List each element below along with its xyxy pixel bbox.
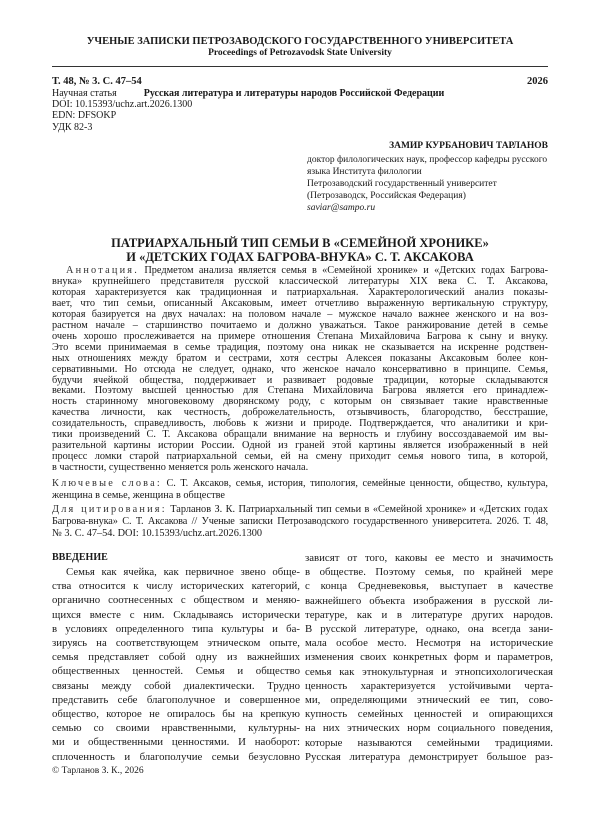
abstract-line: разительной картины истории России. Одной из граней этой картины является изображенный в ней	[52, 440, 548, 452]
affiliation-line: Петрозаводский государственный университет	[307, 179, 497, 189]
citation-line: Багрова-внука» С. Т. Аксакова // Ученые записки Петрозаводского государственного университета. 2026. Т. 48,	[52, 516, 548, 527]
intro-left-column	[52, 565, 300, 764]
article-section: Русская литература и литературы народов Российской Федерации	[143, 88, 445, 99]
body-line: важнейшего объекта изображения в русской ли-	[305, 594, 553, 607]
article-type-row	[52, 88, 444, 99]
keywords-label: Ключевые слова:	[52, 478, 162, 489]
body-line: Семья как ячейка, как первичное звено обще-	[66, 566, 300, 578]
abstract-line: в частности, существенно меняется роль женского начала.	[52, 462, 309, 474]
affiliation-line: языка Института филологии	[307, 167, 422, 177]
affiliation-line: доктор филологических наук, профессор кафедры русского	[307, 155, 548, 165]
body-line: семью со своими нравственными, культурны-	[52, 722, 300, 735]
body-line: изменения своих конкретных форм и параметров,	[305, 651, 553, 664]
doi: DOI: 10.15393/uchz.art.2026.1300	[52, 99, 193, 110]
body-line: В русской литературе, однако, она всегда зани-	[305, 623, 553, 636]
author-name: ЗАМИР КУРБАНОВИЧ ТАРЛАНОВ	[389, 141, 548, 151]
body-line: общественных ценностей. Семья и общество	[52, 665, 300, 678]
abstract-line: ность старинному многовековому дворянскому роду, с которым он связывает такие нравственные	[52, 396, 548, 408]
journal-title: УЧЕНЫЕ ЗАПИСКИ ПЕТРОЗАВОДСКОГО ГОСУДАРСТВЕННОГО УНИВЕРСИТЕТА	[86, 36, 514, 47]
abstract-line: которая базируется на двух началах: на половом начале – мужское начало важнее женского и на воз-	[52, 308, 548, 320]
article-type: Научная статья	[52, 88, 117, 99]
body-line: зируясь на соответствующем этническом опыте,	[52, 637, 300, 650]
keywords-line: женщина в семье, женщина в обществе	[52, 490, 225, 501]
intro-right-column	[305, 551, 553, 764]
section-heading: ВВЕДЕНИЕ	[52, 552, 108, 563]
body-line: ценность характеризуется устойчивыми черта-	[305, 679, 553, 692]
body-line: связаны между собой диалектически. Трудно	[52, 679, 300, 692]
volume-info: Т. 48, № 3. С. 47–54	[52, 76, 142, 87]
abstract-line: будучи ячейкой общества, поддерживает и развивает родовые традиции, которые складываются	[52, 374, 548, 386]
body-line: зависят от того, каковы ее место и значимость	[305, 552, 553, 564]
year: 2026	[527, 76, 548, 87]
abstract-line: сервативными. Но отсюда не следует, однако, что женское начало консервативно в принципе. Семья,	[52, 363, 548, 375]
abstract-line: Аннотация. Предметом анализа является семья в «Семейной хронике» и «Детских годах Багрова-	[66, 265, 548, 276]
body-line: в обществе. Поэтому семья, по крайней мере	[305, 566, 553, 579]
keywords	[52, 478, 548, 502]
body-line: семья как этнокультурная и этнопсихологическая	[305, 665, 553, 678]
body-line: общество, которое не опиралось бы на крепкую	[52, 708, 300, 721]
body-line: которые называются семейными традициями.	[305, 736, 553, 749]
body-line: сплоченность и благополучие семьи безусловно	[52, 750, 300, 763]
body-line: ми, определяющими этнический ее тип, сово-	[305, 694, 553, 707]
abstract-line: ных отношениях между братом и сестрами, хотя сестры Алексея показаны Аксаковым более кон-	[52, 352, 548, 364]
abstract-line: Это всеми принимаемая в семье традиция, поэтому она никак не сказывается на искренне родствен-	[52, 341, 548, 353]
abstract-label: Аннотация.	[66, 265, 139, 276]
article-title	[0, 236, 600, 264]
abstract-line: созидательность, справедливость, любовь к жизни и природе. Подтверждается, что аналитики и кри-	[52, 418, 548, 430]
abstract-line: внука» крупнейшего представителя русской классической литературы XIX века С. Т. Аксакова,	[52, 275, 548, 287]
body-line: тературе, как и в литературе других народов.	[305, 608, 553, 621]
abstract-line: веками. Поэтому высшей ценностью для Степана Михайловича Багрова является его принадлеж-	[52, 385, 548, 397]
abstract-line: которая характеризуется как традиционная и патриархальная. Характерологический анализ показы-	[52, 286, 548, 298]
body-line: ми и общественными ценностями. И наоборот:	[52, 736, 300, 749]
abstract-line: растном начале – старшинство почитаемо и должно уважаться. Такое ранжирование детей в семье	[52, 319, 548, 331]
body-line: органично соотнесенных с обществом и меняю-	[52, 594, 300, 607]
copyright: © Тарланов З. К., 2026	[52, 766, 144, 776]
udk: УДК 82-3	[52, 122, 93, 133]
citation-label: Для цитирования:	[52, 504, 167, 515]
body-line: ства относится к числу исторических категорий,	[52, 580, 300, 593]
body-line: на них этнических норм социального поведения,	[305, 722, 553, 735]
body-line: купность семейных ценностей и опирающихся	[305, 708, 553, 721]
edn: EDN: DFSOKP	[52, 110, 117, 121]
keywords-line: Ключевые слова: С. Т. Аксаков, семья, история, типология, семейные ценности, общество, культура,	[52, 478, 548, 489]
title-line: ПАТРИАРХАЛЬНЫЙ ТИП СЕМЬИ В «СЕМЕЙНОЙ ХРОНИКЕ»	[111, 236, 489, 250]
title-line: И «ДЕТСКИХ ГОДАХ БАГРОВА-ВНУКА» С. Т. АКСАКОВА	[126, 250, 474, 264]
abstract-line: очень хорошо прослеживается на примере отношения Степана Михайловича Багрова к сыну и внуку.	[52, 330, 548, 342]
abstract-line: процесс ломки старой патриархальной семьи, ей на смену приходит семья нового типа, в которой,	[52, 451, 548, 463]
body-line: представить себе благополучное и совершенное	[52, 693, 300, 706]
body-line: в условиях определенного типа культуры и ба-	[52, 622, 300, 635]
abstract-line: тики произведений С. Т. Аксакова обращали внимание на верность и глубину воссоздаваемой им вы-	[52, 429, 548, 441]
affiliation-line: (Петрозаводск, Российская Федерация)	[307, 191, 466, 201]
abstract-line: качества личности, как честность, доброжелательность, отзывчивость, благородство, бесстрашие,	[52, 407, 548, 419]
citation-line: Для цитирования: Тарланов З. К. Патриархальный тип семьи в «Семейной хронике» и «Детских годах	[52, 504, 548, 515]
body-line: мала особое место. Несмотря на исторические	[305, 637, 553, 650]
citation-line: № 3. С. 47–54. DOI: 10.15393/uchz.art.2026.1300	[52, 528, 263, 539]
body-line: с конца Средневековья, выступает в качестве	[305, 580, 553, 593]
abstract	[52, 266, 548, 474]
author-affiliation	[307, 154, 547, 214]
header-divider	[52, 66, 548, 67]
journal-title-en: Proceedings of Petrozavodsk State University	[208, 48, 392, 58]
body-line: щихся вместе с ним. Складываясь исторически	[52, 608, 300, 621]
body-line: семья представляет собой одну из важнейших	[52, 651, 300, 664]
citation	[52, 504, 548, 540]
body-line: Русская литература демонстрирует большое раз-	[305, 750, 553, 763]
abstract-line: вает, что тип семьи, описанный Аксаковым, имеет отчетливо выраженную вертикальную структуру,	[52, 297, 548, 309]
author-email[interactable]: saviar@sampo.ru	[307, 203, 376, 213]
